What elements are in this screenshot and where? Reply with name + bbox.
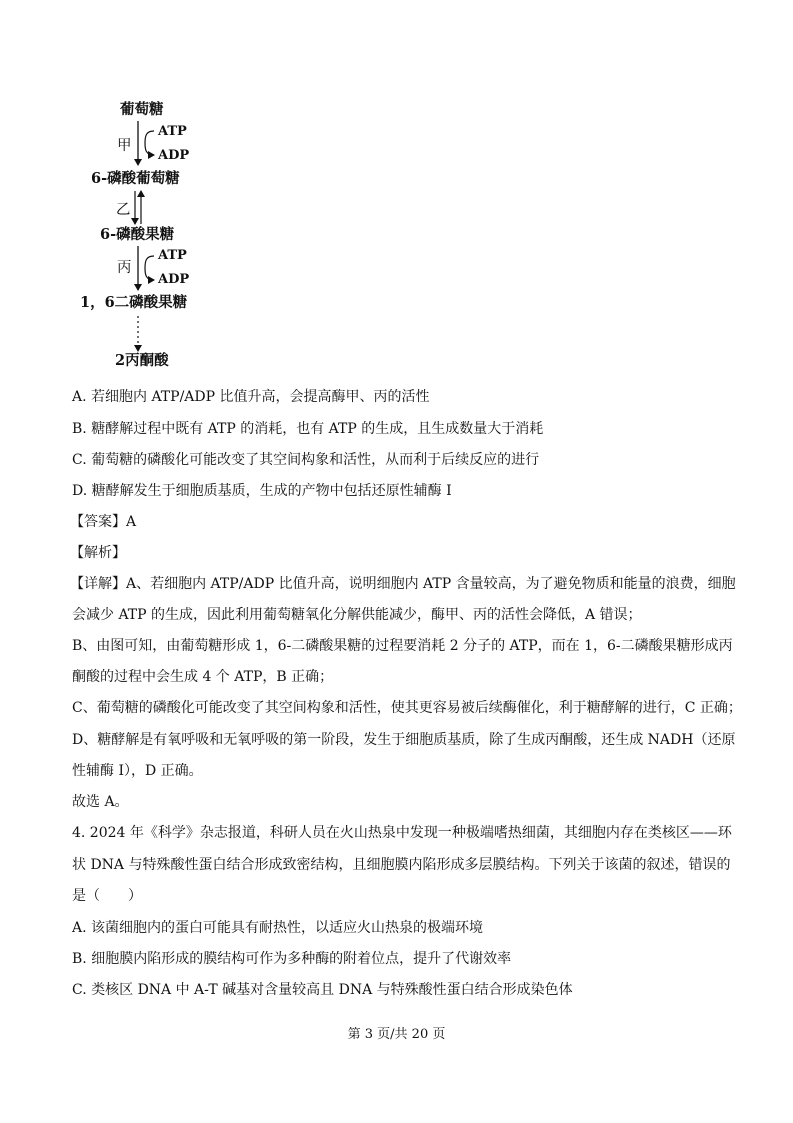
enzyme-bing: 丙 [117,260,132,276]
q4-option-a: A. 该菌细胞内的蛋白可能具有耐热性，以适应火山热泉的极端环境 [72,920,484,936]
q4-option-c: C. 类核区 DNA 中 A-T 碱基对含量较高且 DNA 与特殊酸性蛋白结合形成染色体 [72,982,573,998]
explanation-line: 性辅酶 I），D 正确。 [72,763,203,779]
explanation-line: D、糖酵解是有氧呼吸和无氧呼吸的第一阶段，发生于细胞质基质，除了生成丙酮酸，还生成 NADH（还原 [72,732,736,748]
answer-line: 【答案】A [70,514,137,530]
q3-option-b: B. 糖酵解过程中既有 ATP 的消耗，也有 ATP 的生成，且生成数量大于消耗 [72,421,544,437]
label-f6p: 6-磷酸果糖 [100,226,175,243]
atp-adp-curve-step3 [145,256,154,280]
explanation-line: 会减少 ATP 的生成，因此利用葡萄糖氧化分解供能减少，酶甲、丙的活性会降低，A 错误； [72,607,642,623]
label-f16bp: 1，6二磷酸果糖 [80,294,188,311]
diagram-arrows [0,0,793,380]
q4-stem-line: 是（ ） [72,888,142,904]
q3-option-d: D. 糖酵解发生于细胞质基质，生成的产物中包括还原性辅酶 I [72,483,452,499]
label-adp-step3: ADP [158,272,190,287]
label-g6p: 6-磷酸葡萄糖 [91,170,180,187]
q3-option-a: A. 若细胞内 ATP/ADP 比值升高，会提高酶甲、丙的活性 [72,389,430,405]
label-atp-step3: ATP [158,248,187,263]
label-adp-step1: ADP [158,148,190,163]
label-pyruvate: 2丙酮酸 [115,352,169,369]
explanation-line: B、由图可知，由葡萄糖形成 1，6-二磷酸果糖的过程要消耗 2 分子的 ATP，而在 1，6-二磷酸果糖形成丙 [72,638,733,654]
q4-stem-line: 4. 2024 年《科学》杂志报道，科研人员在火山热泉中发现一种极端嗜热细菌，其细胞内存在类核区——环 [72,825,732,841]
enzyme-jia: 甲 [117,138,132,154]
page-footer: 第 3 页/共 20 页 [347,1027,446,1042]
explanation-line: C、葡萄糖的磷酸化可能改变了其空间构象和活性，使其更容易被后续酶催化，利于糖酵解的进行，C 正确； [72,700,742,716]
q3-option-c: C. 葡萄糖的磷酸化可能改变了其空间构象和活性，从而利于后续反应的进行 [72,452,540,468]
analysis-heading: 【解析】 [70,545,126,561]
q4-stem-line: 状 DNA 与特殊酸性蛋白结合形成致密结构，且细胞膜内陷形成多层膜结构。下列关于该菌的叙述，错误的 [72,857,731,873]
atp-adp-curve-step1 [145,131,154,155]
enzyme-yi: 乙 [116,202,131,218]
explanation-line: 【详解】A、若细胞内 ATP/ADP 比值升高，说明细胞内 ATP 含量较高，为了避免物质和能量的浪费，细胞 [70,576,736,592]
explanation-line: 酮酸的过程中会生成 4 个 ATP，B 正确； [72,669,334,685]
label-glucose: 葡萄糖 [120,101,164,118]
label-atp-step1: ATP [158,124,187,139]
conclusion-line: 故选 A。 [72,794,129,810]
q4-option-b: B. 细胞膜内陷形成的膜结构可作为多种酶的附着位点，提升了代谢效率 [72,951,512,967]
